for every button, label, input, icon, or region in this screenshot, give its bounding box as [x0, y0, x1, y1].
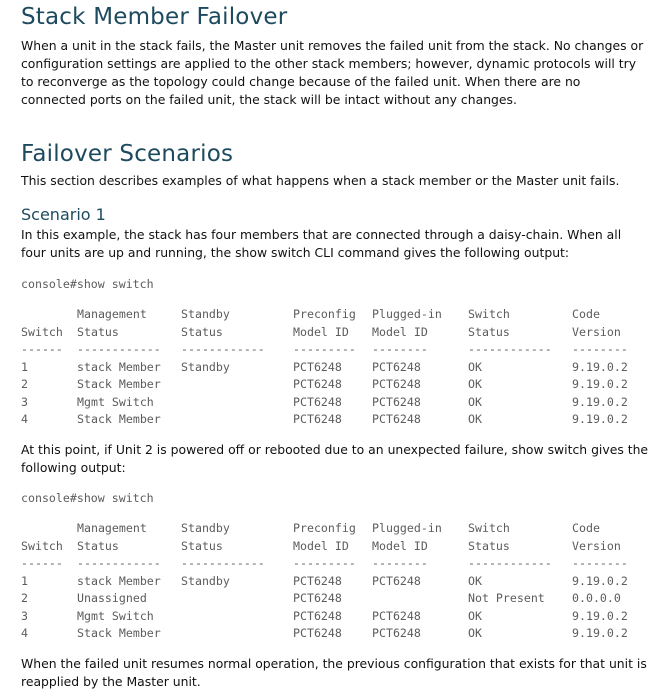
table-cell: Stack Member [77, 377, 161, 391]
table-row [21, 360, 641, 378]
table-header-cell: Status [181, 324, 223, 339]
table-header-cell: Plugged-in [372, 521, 442, 535]
table-cell: PCT6248 [372, 626, 421, 640]
table-header-row [21, 521, 641, 539]
separator-cell: --------- [293, 342, 356, 356]
table-cell: PCT6248 [293, 573, 342, 588]
table-cell: PCT6248 [293, 412, 342, 426]
table-cell: Mgmt Switch [77, 608, 154, 623]
table-cell: Stack Member [77, 412, 161, 426]
table-cell: 9.19.0.2 [572, 412, 628, 426]
table-cell: 9.19.0.2 [572, 377, 628, 391]
table-cell: PCT6248 [293, 591, 342, 605]
table-row [21, 591, 641, 609]
table-cell: PCT6248 [372, 412, 421, 426]
table-row [21, 574, 641, 592]
separator-cell: ------------ [77, 342, 161, 356]
table-header-cell: Switch [468, 521, 510, 535]
table-row [21, 377, 641, 395]
table-header-row [21, 539, 641, 557]
separator-cell: -------- [572, 556, 628, 570]
separator-cell: -------- [372, 342, 428, 356]
table-header-cell: Status [181, 538, 223, 553]
table-cell: 1 [21, 359, 28, 374]
cli-command-1: console#show switch [21, 277, 154, 291]
scenario-1-intro: In this example, the stack has four members that are connected through a daisy-chain. When all four units are up and running, the show switch CLI command gives the following output: [21, 227, 622, 260]
table-cell: Standby [181, 573, 230, 588]
table-cell: PCT6248 [372, 377, 421, 391]
table-header-cell: Preconfig [293, 521, 356, 535]
table-cell: OK [468, 608, 482, 623]
table-cell: 4 [21, 412, 28, 426]
table-header-cell: Management [77, 521, 147, 535]
table-cell: 9.19.0.2 [572, 394, 628, 409]
cli-command-2: console#show switch [21, 491, 154, 505]
table-row [21, 395, 641, 413]
table-header-cell: Status [468, 324, 510, 339]
table-row [21, 626, 641, 644]
table-header-cell: Model ID [372, 538, 428, 553]
table-cell: 9.19.0.2 [572, 573, 628, 588]
table-cell: PCT6248 [372, 608, 421, 623]
scenario-1-heading: Scenario 1 [21, 205, 106, 224]
table-header-cell: Status [77, 324, 119, 339]
table-separator-row [21, 342, 641, 360]
table-header-cell: Management [77, 307, 147, 321]
table-header-cell: Status [77, 538, 119, 553]
table-cell: 2 [21, 377, 28, 391]
table-header-cell: Standby [181, 307, 230, 321]
table-cell: 9.19.0.2 [572, 626, 628, 640]
section-title-stack-member-failover: Stack Member Failover [21, 4, 288, 30]
table-cell: OK [468, 359, 482, 374]
table-separator-row [21, 556, 641, 574]
table-header-cell: Plugged-in [372, 307, 442, 321]
table-cell: 2 [21, 591, 28, 605]
table-header-cell: Switch [21, 538, 63, 553]
table-row [21, 412, 641, 430]
table-cell: 3 [21, 394, 28, 409]
table-cell: Mgmt Switch [77, 394, 154, 409]
table-header-cell: Version [572, 324, 621, 339]
table-cell: OK [468, 412, 482, 426]
table-header-cell: Code [572, 521, 600, 535]
failover-description: When a unit in the stack fails, the Master unit removes the failed unit from the stack. No changes or configuration settings are applied to the other stack members; however, dynamic protocols will try to reconverge as the topology could change because of the failed unit. When there are no connected ports on the failed unit, the stack will be intact without any changes. [21, 38, 644, 107]
table-cell: 0.0.0.0 [572, 591, 621, 605]
table-header-cell: Preconfig [293, 307, 356, 321]
table-header-cell: Model ID [293, 324, 349, 339]
separator-cell: ------------ [181, 342, 265, 356]
table-header-cell: Status [468, 538, 510, 553]
cli-output-table-2 [21, 521, 641, 644]
table-cell: OK [468, 377, 482, 391]
table-cell: PCT6248 [293, 608, 342, 623]
separator-cell: --------- [293, 556, 356, 570]
table-cell: PCT6248 [293, 626, 342, 640]
table-cell: Stack Member [77, 626, 161, 640]
cli-output-table-1 [21, 307, 641, 430]
table-cell: PCT6248 [293, 394, 342, 409]
section-title-failover-scenarios: Failover Scenarios [21, 141, 234, 167]
table-cell: Not Present [468, 591, 545, 605]
table-cell: 9.19.0.2 [572, 608, 628, 623]
table-header-cell: Version [572, 538, 621, 553]
scenario-1-middle: At this point, if Unit 2 is powered off or rebooted due to an unexpected failure, show switch gives the following output: [21, 442, 649, 475]
table-header-row [21, 325, 641, 343]
separator-cell: ------------ [468, 556, 552, 570]
table-row [21, 609, 641, 627]
table-cell: 9.19.0.2 [572, 359, 628, 374]
table-cell: PCT6248 [293, 359, 342, 374]
table-cell: PCT6248 [293, 377, 342, 391]
table-cell: 1 [21, 573, 28, 588]
separator-cell: -------- [572, 342, 628, 356]
table-header-cell: Switch [468, 307, 510, 321]
table-header-cell: Standby [181, 521, 230, 535]
table-header-cell: Model ID [372, 324, 428, 339]
table-header-cell: Switch [21, 324, 63, 339]
table-cell: OK [468, 394, 482, 409]
separator-cell: ------------ [468, 342, 552, 356]
table-cell: PCT6248 [372, 573, 421, 588]
separator-cell: -------- [372, 556, 428, 570]
separator-cell: ------------ [77, 556, 161, 570]
table-header-cell: Model ID [293, 538, 349, 553]
scenarios-description: This section describes examples of what happens when a stack member or the Master unit fails. [21, 173, 620, 188]
separator-cell: ------ [21, 556, 63, 570]
scenario-1-outro: When the failed unit resumes normal operation, the previous configuration that exists for that unit is reapplied by the Master unit. [21, 656, 647, 689]
table-cell: stack Member [77, 359, 161, 374]
separator-cell: ------ [21, 342, 63, 356]
table-header-cell: Code [572, 307, 600, 321]
table-cell: PCT6248 [372, 359, 421, 374]
table-cell: OK [468, 573, 482, 588]
separator-cell: ------------ [181, 556, 265, 570]
table-cell: Standby [181, 359, 230, 374]
table-cell: Unassigned [77, 591, 147, 605]
table-cell: PCT6248 [372, 394, 421, 409]
table-header-row [21, 307, 641, 325]
table-cell: OK [468, 626, 482, 640]
table-cell: 4 [21, 626, 28, 640]
table-cell: stack Member [77, 573, 161, 588]
table-cell: 3 [21, 608, 28, 623]
